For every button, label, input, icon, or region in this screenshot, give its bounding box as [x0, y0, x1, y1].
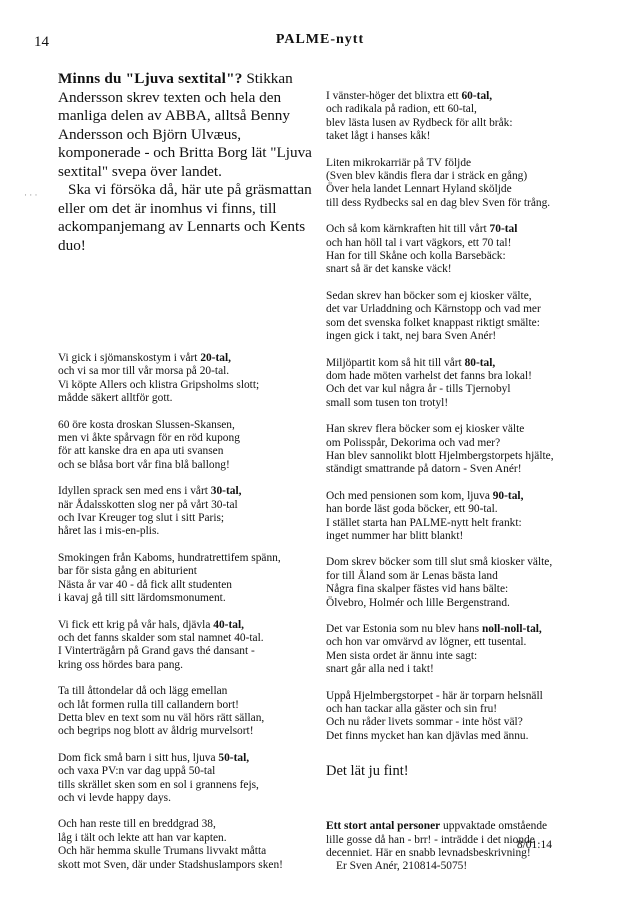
verse-text: Och han reste till en breddgrad 38, — [58, 818, 216, 831]
verse-line — [58, 632, 316, 645]
verse-text: och vi levde happy days. — [58, 791, 171, 804]
verse-line — [58, 685, 316, 698]
verse-line — [326, 450, 618, 463]
verse-text: ständigt smattrande på datorn - Sven Anér! — [326, 463, 522, 476]
closing-line-3: decenniet. Här en snabb levnadsbeskrivning! — [326, 847, 531, 860]
verse-text: och se blåsa bort vår fina blå ballong! — [58, 458, 230, 471]
verse-line — [58, 445, 316, 458]
verse-line — [326, 463, 618, 476]
verse-line — [58, 845, 316, 858]
verse-line — [58, 579, 316, 592]
verse-text: snart går alla ned i takt! — [326, 663, 434, 676]
verse-line — [326, 556, 618, 569]
verse-line — [326, 703, 618, 716]
stanza — [58, 752, 316, 806]
stanza — [58, 552, 316, 606]
decade-highlight: 60-tal, — [461, 90, 493, 102]
verse-text: och låt formen rulla till callandern bort! — [58, 698, 239, 711]
verse-text: om Polisspår, Dekorima och vad mer? — [326, 436, 501, 449]
verse-line — [58, 712, 316, 725]
intro-p1-text: Stikkan Andersson skrev texten och hela den manliga delen av ABBA, alltså Benny Andersson och Björn Ulvæus, komponerade - och Britta Borg lät "Ljuva sextital" svepa över landet. — [58, 70, 312, 180]
verse-line — [326, 170, 618, 183]
verse-text: snart så är det kanske väck! — [326, 263, 452, 276]
verse-text: ingen gick i takt, nej bara Sven Anér! — [326, 330, 497, 343]
verse-text: Han for till Skåne och kolla Barsebäck: — [326, 250, 506, 263]
stanza — [326, 157, 618, 211]
scan-speck: · · · — [24, 190, 38, 200]
decade-highlight: 80-tal, — [464, 356, 496, 369]
decade-highlight: 30-tal, — [210, 485, 242, 498]
verse-text: Och här hemma skulle Trumans livvakt måtta — [58, 845, 267, 858]
verse-line — [326, 183, 618, 196]
verse-line — [326, 623, 618, 636]
verse-line — [326, 157, 618, 170]
verse-line — [58, 512, 316, 525]
verse-text: Ölvebro, Holmér och lille Bergenstrand. — [326, 596, 510, 609]
verse-line — [58, 645, 316, 658]
closing-note — [326, 820, 618, 874]
verse-text: Vi fick ett krig på vår hals, djävla — [58, 618, 214, 631]
verse-line — [326, 117, 618, 130]
verse-line — [326, 330, 618, 343]
verse-text: låg i tält och lekte att han var kapten. — [58, 831, 227, 844]
left-stanzas — [58, 352, 316, 872]
verse-line — [58, 565, 316, 578]
verse-text: 60 öre kosta droskan Slussen-Skansen, — [58, 418, 235, 431]
verse-text: Några fina skalper fästes vid hans bälte: — [326, 583, 509, 596]
verse-text: Nästa år var 40 - då fick allt studenten — [58, 578, 232, 591]
verse-text: inget nummer har blitt blankt! — [326, 529, 464, 542]
stanza — [58, 619, 316, 673]
decade-highlight: 90-tal, — [492, 489, 524, 502]
verse-text: Och nu råder livets sommar - inte höst väl? — [326, 716, 523, 729]
verse-line — [326, 397, 618, 410]
decade-highlight: 40-tal, — [213, 618, 244, 631]
verse-line — [326, 223, 618, 236]
footer-code: 8/01:14 — [516, 839, 552, 851]
verse-text: Vi köpte Allers och klistra Gripsholms slott; — [58, 378, 260, 391]
verse-text: small som tusen ton trotyl! — [326, 396, 449, 409]
verse-line — [326, 570, 618, 583]
closing-line-4: Er Sven Anér, 210814-5075! — [336, 860, 468, 873]
verse-line — [326, 690, 618, 703]
verse-text: och radikala på radion, ett 60-tal, — [326, 103, 477, 116]
verse-text: håret las i mis-en-plis. — [58, 525, 160, 538]
closing-line-2: lille gosse då han - brr! - inträdde i det nionde — [326, 833, 535, 846]
verse-text: blev lästa lusen av Rydbeck för allt bråk: — [326, 116, 513, 129]
verse-text: bar för sista gång en abiturient — [58, 565, 197, 578]
verse-line — [58, 485, 316, 498]
verse-text: (Sven blev kändis flera dar i sträck en gång) — [326, 170, 528, 183]
verse-line — [58, 699, 316, 712]
verse-line — [58, 832, 316, 845]
verse-text: Smokingen från Kaboms, hundratrettifem spänn, — [58, 551, 281, 564]
verse-line — [326, 663, 618, 676]
stanza — [58, 485, 316, 539]
verse-line — [326, 290, 618, 303]
verse-text: taket lågt i hanses kåk! — [326, 130, 431, 143]
verse-text: Över hela landet Lennart Hyland sköljde — [326, 183, 512, 196]
verse-line — [58, 432, 316, 445]
left-column — [58, 70, 316, 872]
verse-line — [58, 552, 316, 565]
verse-line — [58, 365, 316, 378]
page-title: PALME-nytt — [275, 32, 365, 47]
closing-line-1 — [326, 820, 618, 833]
verse-text: I stället starta han PALME-nytt helt frankt: — [326, 516, 522, 529]
verse-line — [58, 792, 316, 805]
stanza — [326, 290, 618, 344]
verse-text: Och med pensionen som kom, ljuva — [326, 489, 493, 502]
verse-line — [326, 636, 618, 649]
stanza — [326, 223, 618, 277]
verse-line — [326, 237, 618, 250]
verse-text: och han tackar alla gäster och sin fru! — [326, 703, 498, 716]
verse-line — [58, 499, 316, 512]
page-number: 14 — [34, 34, 49, 50]
stanza — [326, 556, 618, 610]
verse-text: för att kanske dra en apa uti svansen — [58, 445, 224, 458]
verse-text: och hon var omvärvd av lögner, ett tusental. — [326, 636, 527, 649]
verse-line — [326, 370, 618, 383]
verse-line — [326, 490, 618, 503]
verse-line — [326, 317, 618, 330]
verse-line — [326, 517, 618, 530]
verse-text: for till Åland som är Lenas bästa land — [326, 569, 498, 582]
verse-line — [326, 503, 618, 516]
right-column — [326, 90, 618, 874]
verse-line — [58, 725, 316, 738]
decade-highlight: 70-tal — [489, 223, 518, 236]
stanza — [326, 490, 618, 544]
stanza — [58, 352, 316, 406]
verse-text: och vi sa mor till vår morsa på 20-tal. — [58, 365, 230, 378]
verse-line — [58, 459, 316, 472]
verse-text: det var Urladdning och Kärnstopp och vad mer — [326, 303, 541, 316]
verse-text: Dom skrev böcker som till slut små kiosker välte, — [326, 556, 553, 569]
verse-line — [326, 263, 618, 276]
verse-line — [58, 592, 316, 605]
verse-text: i kavaj gå till sitt lärdomsmonument. — [58, 592, 226, 605]
verse-line — [326, 730, 618, 743]
verse-text: han borde läst goda böcker, ett 90-tal. — [326, 503, 498, 516]
verse-text: och Ivar Kreuger tog slut i sitt Paris; — [58, 512, 225, 525]
verse-text: och begrips nog blott av åldrig murvelsort! — [58, 725, 254, 738]
verse-text: Dom fick små barn i sitt hus, ljuva — [58, 751, 219, 764]
verse-line — [326, 437, 618, 450]
verse-text: Han blev sannolikt blott Hjelmbergstorpets hjälte, — [326, 449, 554, 462]
verse-text: Det finns mycket han kan djävlas med ännu. — [326, 729, 529, 742]
stanza — [326, 623, 618, 677]
verse-text: I vänster-höger det blixtra ett — [326, 90, 462, 102]
verse-text: och det fanns skalder som stal namnet 40-tal. — [58, 631, 264, 644]
verse-text: Detta blev en text som nu väl hörs rätt sällan, — [58, 711, 265, 724]
verse-line — [326, 583, 618, 596]
stanza — [326, 690, 618, 744]
verse-text: och han höll tal i vart vägkors, ett 70 tal! — [326, 236, 512, 249]
verse-text: Miljöpartit kom så hit till vårt — [326, 356, 465, 369]
verse-text: I Vinterträgårn på Grand gavs thé dansant - — [58, 645, 255, 658]
decade-highlight: noll-noll-tal, — [481, 623, 542, 635]
verse-line — [326, 650, 618, 663]
verse-line — [58, 818, 316, 831]
verse-line — [326, 716, 618, 729]
verse-line — [58, 779, 316, 792]
verse-line — [58, 525, 316, 538]
verse-text: Och det var kul några år - tills Tjernobyl — [326, 383, 511, 396]
verse-text: när Ådalsskotten slog ner på vårt 30-tal — [58, 498, 238, 511]
verse-line — [58, 379, 316, 392]
verse-text: kring oss hördes bara pang. — [58, 658, 183, 671]
verse-line — [326, 383, 618, 396]
intro-text — [58, 70, 316, 255]
verse-text: Ta till åttondelar då och lägg emellan — [58, 685, 228, 698]
verse-line — [58, 419, 316, 432]
verse-text: Och så kom kärnkraften hit till vårt — [326, 223, 490, 236]
stanza — [326, 423, 618, 477]
stanza — [326, 90, 618, 144]
verse-line — [58, 352, 316, 365]
verse-line — [58, 619, 316, 632]
decade-highlight: 20-tal, — [200, 352, 232, 364]
verse-line — [58, 392, 316, 405]
verse-line — [326, 90, 618, 103]
stanza — [326, 357, 618, 411]
verse-line — [58, 859, 316, 872]
verse-text: Han skrev flera böcker som ej kiosker välte — [326, 423, 525, 436]
verse-line — [326, 250, 618, 263]
verse-text: som det svenska folket knappast riktigt smälte: — [326, 316, 540, 329]
verse-line — [326, 597, 618, 610]
verse-text: men vi åkte spårvagn för en röd kupong — [58, 432, 240, 445]
verse-text: och vaxa PV:n var dag uppå 50-tal — [58, 765, 216, 778]
verse-text: Men sista ordet är ännu inte sagt: — [326, 649, 478, 662]
verse-line — [326, 303, 618, 316]
verse-line — [326, 130, 618, 143]
verse-line — [326, 103, 618, 116]
closing-bold: Ett stort antal personer — [326, 820, 441, 833]
verse-line — [58, 752, 316, 765]
decade-highlight: 50-tal, — [218, 751, 250, 764]
verse-text: till dess Rydbecks sal en dag blev Sven för trång. — [326, 196, 551, 209]
verse-text: Uppå Hjelmbergstorpet - här är torparn helsnäll — [326, 689, 543, 702]
verse-line — [326, 357, 618, 370]
closing-line-1-rest: uppvaktade omstående — [440, 820, 548, 833]
verse-text: Vi gick i sjömanskostym i vårt — [58, 352, 201, 364]
intro-paragraph-1 — [58, 70, 316, 181]
verse-text: mådde säkert alltför gott. — [58, 392, 173, 405]
intro-paragraph-2: Ska vi försöka då, här ute på gräsmattan eller om det är inomhus vi finns, till ackompanjemang av Lennarts och Kents duo! — [58, 181, 312, 254]
verse-text: Sedan skrev han böcker som ej kiosker välte, — [326, 289, 532, 302]
right-stanzas — [326, 90, 618, 743]
punchline: Det lät ju fint! — [326, 763, 409, 780]
verse-text: skott mot Sven, där under Stadshuslampors sken! — [58, 858, 283, 871]
stanza — [58, 685, 316, 739]
verse-line — [58, 765, 316, 778]
verse-line — [326, 197, 618, 210]
verse-line — [326, 423, 618, 436]
verse-text: dom hade möten varhelst det fanns bra lokal! — [326, 369, 532, 382]
stanza — [58, 818, 316, 872]
verse-text: Det var Estonia som nu blev hans — [326, 623, 482, 635]
verse-line — [58, 659, 316, 672]
verse-text: tills skrället sken som en sol i grannens fejs, — [58, 778, 259, 791]
stanza — [58, 419, 316, 473]
intro-lead: Minns du "Ljuva sextital"? — [58, 70, 243, 87]
verse-line — [326, 530, 618, 543]
verse-text: Liten mikrokarriär på TV följde — [326, 156, 472, 169]
verse-text: Idyllen sprack sen med ens i vårt — [58, 485, 211, 498]
